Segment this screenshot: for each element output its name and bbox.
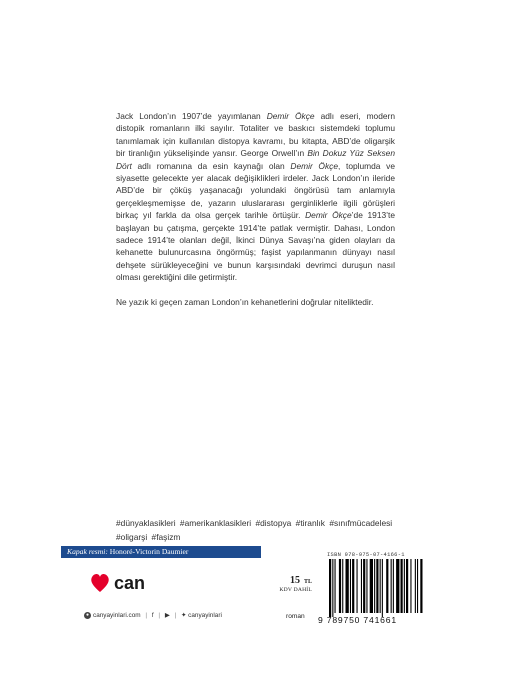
barcode-bar xyxy=(376,559,378,613)
barcode-bar xyxy=(352,559,354,613)
facebook-icon[interactable]: f xyxy=(151,612,154,619)
divider: | xyxy=(158,612,161,619)
blurb-text-run: ’de 1913’te başlayan bu çatışma, gerçekte 1914’te patlak vermiştir. Dahası, London sadece 1914’te olanları değil, İkinci Dünya Savaşı’na giden olayları da kehanette bulunurcasına öngörmüş; faşist yapılanmanın dünyayı nasıl dehşete sürükleyeceğini ve bunun karşısındaki devrimci duruşun nasıl olması gerektiğini dile getirmiştir. xyxy=(116,210,395,283)
blurb-text-run: , toplumda ve siyasette gelecekte yer alacak değişiklikleri irdeler. Jack London’ın ileride ABD’de bir çöküş yaşanacağı yolundaki öngörüsü tam anlamıyla gerçekleşmemişse de, yazarın uluslararası gerginliklerle ilgili görüşleri birkaç yıl farkla da olsa gerçek tarihle örtüşür. xyxy=(116,160,395,221)
barcode-bar xyxy=(374,559,375,613)
barcode-bar xyxy=(332,559,333,617)
website-link[interactable]: canyayinlari.com xyxy=(93,612,141,619)
barcode-bar xyxy=(382,559,383,617)
price-amount: 15 xyxy=(289,575,300,586)
book-title-italic: Demir Ökçe xyxy=(305,210,352,221)
barcode-bar xyxy=(361,559,362,613)
cover-artist: Honoré-Victorin Daumier xyxy=(109,547,189,556)
blurb-text xyxy=(116,110,395,320)
hashtag: #distopya xyxy=(255,518,292,528)
barcode-digits: 9 789750 741661 xyxy=(318,615,397,625)
barcode-bar xyxy=(404,559,405,613)
barcode-bar xyxy=(396,559,399,613)
price xyxy=(272,570,312,593)
barcode xyxy=(327,559,423,617)
social-handle[interactable]: canyayinlari xyxy=(188,612,222,619)
can-publisher-logo xyxy=(90,571,170,595)
cover-credit xyxy=(67,547,188,556)
logo-wordmark: can xyxy=(114,573,146,593)
barcode-bar xyxy=(339,559,341,613)
blurb-text-run: adlı romanına da esin kaynağı olan xyxy=(131,160,291,171)
genre-label: roman xyxy=(286,613,305,620)
isbn-label: ISBN 978-975-07-4166-1 xyxy=(327,552,405,558)
cover-credit-label: Kapak resmi: xyxy=(67,547,108,556)
youtube-icon[interactable]: ▶ xyxy=(164,612,170,619)
heart-icon xyxy=(91,574,108,592)
hashtag: #oligarşi xyxy=(116,532,148,542)
barcode-bar xyxy=(417,559,418,613)
barcode-bar xyxy=(366,559,367,613)
book-title-italic: Demir Ökçe xyxy=(290,160,338,171)
barcode-bar xyxy=(357,559,358,613)
publisher-social-links xyxy=(84,611,222,619)
barcode-bar xyxy=(420,559,422,613)
barcode-bar xyxy=(406,559,408,613)
price-currency: TL xyxy=(303,579,312,585)
hashtag: #faşizm xyxy=(151,532,181,542)
barcode-bar xyxy=(391,559,392,613)
barcode-bar xyxy=(415,559,416,613)
barcode-bar xyxy=(410,559,411,613)
hashtag-list xyxy=(116,516,406,544)
blurb-text-run: adlı eseri, modern distopik romanların ilki sayılır. Totaliter ve baskıcı sistemdeki toplumu tanımlamak için kullanılan distopya kavramı, bu kitapta, ABD’de oligarşik bir tiranlığın yükselişinde yansır. George Orwell’ın xyxy=(116,111,395,159)
book-title-italic: Demir Ökçe xyxy=(266,111,315,121)
barcode-bar xyxy=(342,559,343,613)
blurb-text-run: Jack London’ın 1907’de yayımlanan xyxy=(116,111,267,121)
divider: | xyxy=(174,612,177,619)
blurb-paragraph-2: Ne yazık ki geçen zaman London’ın kehanetlerini doğrular niteliktedir. xyxy=(116,296,374,307)
barcode-bar xyxy=(363,559,365,613)
hashtag: #amerikanklasikleri xyxy=(179,518,252,528)
barcode-bar xyxy=(329,559,331,617)
barcode-bar xyxy=(335,559,336,613)
cover-credit-bar xyxy=(61,546,261,558)
barcode-bar xyxy=(393,559,394,613)
barcode-bar xyxy=(386,559,388,613)
divider: | xyxy=(145,612,148,619)
barcode-bar xyxy=(346,559,349,613)
hashtag: #dünyaklasikleri xyxy=(116,518,176,528)
blurb-paragraph-1 xyxy=(116,110,395,284)
hashtag: #tiranlık xyxy=(295,518,325,528)
barcode-bar xyxy=(401,559,403,613)
hashtag: #sınıfmücadelesi xyxy=(329,518,393,528)
barcode-bar xyxy=(380,559,381,613)
twitter-icon[interactable]: ✦ xyxy=(181,612,187,619)
orwell-title-italic: Bin Dokuz Yüz Seksen Dört xyxy=(116,148,395,171)
tax-note: KDV DAHİL xyxy=(279,587,312,593)
barcode-bar xyxy=(350,559,351,613)
barcode-bar xyxy=(370,559,373,613)
globe-icon: ● xyxy=(85,611,90,618)
